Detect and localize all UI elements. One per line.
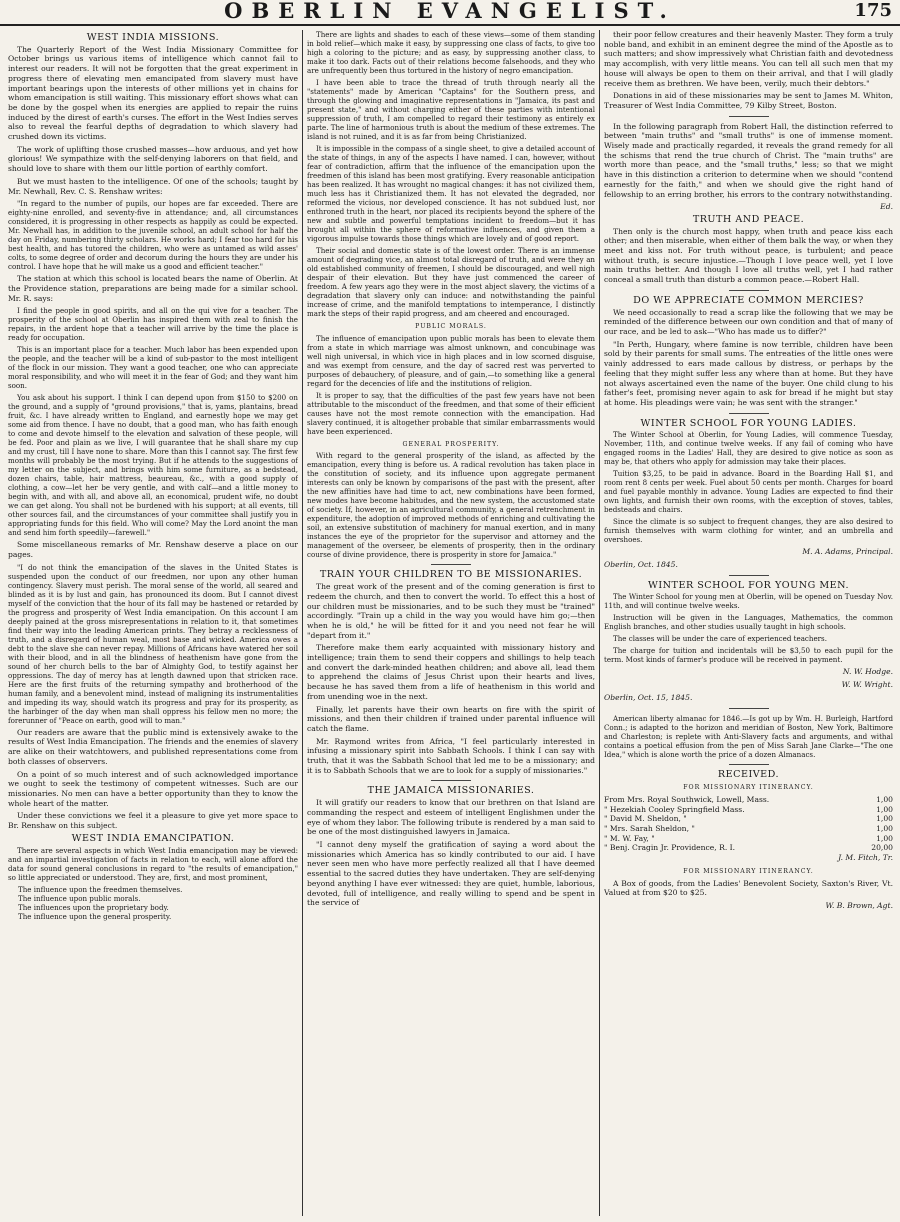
subheading-missionary-itinerancy: FOR MISSIONARY ITINERANCY. xyxy=(683,784,814,792)
column-1 xyxy=(8,30,298,1218)
paragraph: In the following paragraph from Robert Hall, the distinction referred to between "main truths" and "small truths" is one of immense moment. Wisely made and practically regarded, it reveals the grand remedy for all the schisms that rend the true church of Christ. The "main truths" are worth more than peace, and the "small truths," less; so that we might have in this distinction a criterion to determine when we should "contend earnestly for the faith," and when we should give the right hand of fellowship to an erring brother, his errors to the contrary notwithstanding. xyxy=(604,121,893,199)
heading-train-your-children: TRAIN YOUR CHILDREN TO BE MISSIONARIES. xyxy=(319,569,583,581)
heading-received: RECEIVED. xyxy=(717,768,780,780)
heading-common-mercies: DO WE APPRECIATE COMMON MERCIES? xyxy=(633,294,864,306)
paragraph: We need occasionally to read a scrap like the following that we may be reminded of the difference between our own condition and that of many of our race, and be led to ask—"Who has made us to differ?" xyxy=(604,307,893,336)
subheading-general-prosperity: GENERAL PROSPERITY. xyxy=(402,440,500,448)
separator-rule xyxy=(431,564,471,565)
column-3 xyxy=(604,30,893,1218)
quoted-paragraph: I find the people in good spirits, and all on the qui vive for a teacher. The prosperity of the school at Oberlin has inspired them with zeal to finish the repairs, in the ardent hope that a teacher will arrive by the time the place is ready for occupation. xyxy=(8,306,298,343)
heading-truth-and-peace: TRUTH AND PEACE. xyxy=(692,213,805,225)
paragraph: The great work of the present and of the coming generation is first to redeem the church, and then to convert the world. To effect this a host of our children must be missionaries, and to be such they must be "trained" accordingly. "Train up a child in the way you would have him go;—then when he is old," he will be fitted for it and you need not fear he will "depart from it." xyxy=(307,582,595,640)
quoted-paragraph: "I do not think the emancipation of the slaves in the United States is suspended upon the conduct of our freedmen, nor upon any other human contingency. Slavery must perish. The moral sense of the world, all seared and blinded as it is by lust and gain, has pronounced its doom. But I cannot divest myself of the conviction that the hour of its fall may be hastened or retarded by the progress and prosperity of West India emancipation. On this account I am deeply pained at the gross misrepresentations in relation to it, that sometimes find their way into the leading American prints. They betray a recklessness of truth, and a disregard of human weal, most base and wicked. America owes a debt to the slave she can never repay. Millions of Africans have watered her soil with their blood, and in all the blindness of heathenism have gone from the sound of her church bells to the bar of Almighty God, to testify against her oppressions. The day of mercy has at length dawned upon that stricken race. Here are the first fruits of the returning sympathy and brotherhood of the human family, and a benevolent mind, instead of maligning its instrumentalities and impeding its way, should watch its progress and pray for its prosperity, as the harbinger of the day when man shall oppress his fellow men no more; the forerunner of "Peace on earth, good will to man." xyxy=(8,562,298,725)
separator-rule xyxy=(729,116,769,117)
paragraph: Therefore make them early acquainted with missionary history and intelligence; train them to send their coppers and shillings to help teach and convert the dark-minded heathen children; and above all, lead them to apprehend the claims of Jesus Christ upon their hearts and lives, because he has saved them from a life of heathenism in this world and from unending woe in the next. xyxy=(307,643,595,701)
list-item: The influence upon the general prosperity. xyxy=(18,911,172,921)
paragraph: The charge for tuition and incidentals will be $3,50 to each pupil for the term. Most kinds of farmer's produce will be received in payment. xyxy=(604,646,893,665)
aspects-list xyxy=(8,885,298,921)
received-list xyxy=(604,795,893,853)
newspaper-title: OBERLIN EVANGELIST. xyxy=(224,0,676,23)
received-row: " Benj. Cragin Jr. Providence, R. I. 20,00 xyxy=(604,843,893,853)
separator-rule xyxy=(729,764,769,765)
separator-rule xyxy=(729,413,769,414)
paragraph: American liberty almanac for 1846.—Is got up by Wm. H. Burleigh, Hartford Conn.; is adapted to the horizon and meridian of Boston, New York, Baltimore and Charleston; is replete with Anti-Slavery facts and arguments, and withal contains a poetical effusion from the pen of Miss Sarah Jane Clarke—"The one Idea," which is alone worth the price of a dozen Almanacs. xyxy=(604,713,893,759)
signature: J. M. Fitch, Tr. xyxy=(838,853,893,863)
paragraph: There are several aspects in which West India emancipation may be viewed: and an impartial investigation of facts in relation to each, will alone afford the data for sound general conclusions in regard to "the results of emancipation," so little appreciated or understood. They are, first, and most prominent, xyxy=(8,845,298,882)
quoted-paragraph: "In Perth, Hungary, where famine is now terrible, children have been sold by their parents for small sums. The entreaties of the little ones were vainly addressed to ears made callous by distress, or perhaps by the feeling that they might suffer less any where than at home. But they have not always ascertained even the name of the buyer. One child clung to his father's feet, promising never again to ask for bread if he might but stay at home. His pleadings were vain; he was sent with the stranger." xyxy=(604,339,893,407)
list-item: The influence upon public morals. xyxy=(18,893,141,903)
separator-rule xyxy=(729,708,769,709)
column-divider xyxy=(302,30,303,1216)
received-row: " David M. Sheldon, " 1,00 xyxy=(604,814,893,824)
paragraph: their poor fellow creatures and their heavenly Master. They form a truly noble band, and exhibit in an eminent degree the mind of the Apostle as to such matters; and show impressively what Christian faith and devotedness may accomplish, with very little means. You can tell all such men that my house will always be open to them on their arrival, and that I will gladly receive them as brethren. We have been, verily, much their debtors." xyxy=(604,30,893,88)
paragraph: Mr. Raymond writes from Africa, "I feel particularly interested in infusing a missionary spirit into Sabbath Schools. I think I can say with truth, that it was the Sabbath School that led me to be a missionary; and it is to Sabbath Schools that we are to look for a supply of missionaries." xyxy=(307,736,595,775)
paragraph: The work of uplifting those crushed masses—how arduous, and yet how glorious! We sympathize with the self-denying laborers on that field, and should love to share with them our little portion of earthly comfort. xyxy=(8,144,298,174)
paragraph: With regard to the general prosperity of the island, as affected by the emancipation, every thing is before us. A radical revolution has taken place in the constitution of society, and its influence upon aggregate permanent interests can only be known by comparisons of the past with the present, after the new affinities have had time to act, new combinations have been formed, new modes have become habitudes, and the new system, the accustomed state of society. If, however, in an agricultural community, a general retrenchment in expenditure, the adoption of improved methods of enriching and cultivating the soil, an extensive substitution of machinery for manual exertion, and in many instances the eye of the proprietor for the supervisor and attorney and the management of the overseer, be elements of prosperity, then in the ordinary course of divine providence, there is prosperity in store for Jamaica." xyxy=(307,451,595,560)
dateline: Oberlin, Oct. 1845. xyxy=(604,560,678,570)
separator-rule xyxy=(729,575,769,576)
paragraph: Some miscellaneous remarks of Mr. Renshaw deserve a place on our pages. xyxy=(8,540,298,560)
paragraph: The station at which this school is located bears the name of Oberlin. At the Providence station, preparations are being made for a similar school. Mr. R. says: xyxy=(8,274,298,303)
signature: Ed. xyxy=(880,202,893,212)
paragraph: The influence of emancipation upon public morals has been to elevate them from a state in which marriage was almost unknown, and concubinage was well nigh universal, in which vice in high places and in low scorned disguise, and was exempt from censure, and the day of sacred rest was perverted to purposes of debauchery, of pleasure, and of gain,—to something like a general regard for the decencies of life and the institutions of religion. xyxy=(307,333,595,388)
paragraph: The Winter School at Oberlin, for Young Ladies, will commence Tuesday, November, 11th, and continue twelve weeks. If any fail of coming who have engaged rooms in the Ladies' Hall, they are desired to give notice as soon as may be, that others who apply for admission may take their places. xyxy=(604,430,893,467)
paragraph: I have been able to trace the thread of truth through nearly all the "statements" made by American "Captains" for the Southern press, and through the glowing and imaginative representations in "Jamaica, its past and present state," and without charging either of these parties with intentional suppression of truth, I am compelled to regard their testimony as entirely ex parte. The line of harmonious truth is about the medium of these extremes. The island is not ruined, and it is as far from being Christianized. xyxy=(307,78,595,141)
separator-rule xyxy=(729,290,769,291)
list-item: The influences upon the proprietary body. xyxy=(18,902,169,912)
paragraph: There are lights and shades to each of these views—some of them standing in bold relief—which make it easy, by suppressing one class of facts, to give too high a coloring to the picture; and as easy, by suppressing another class, to make it too dark. Facts out of their relations become falsehoods, and they who are unfrequently been thus tortured in the history of negro emancipation. xyxy=(307,30,595,75)
paragraph: Donations in aid of these missionaries may be sent to James M. Whiton, Treasurer of West India Committee, 79 Kilby Street, Boston. xyxy=(604,91,893,110)
quoted-paragraph: You ask about his support. I think I can depend upon from $150 to $200 on the ground, and a supply of "ground provisions," that is, yams, plantains, bread fruit, &c. I have already written to England, and earnestly hope we may get some aid from thence. I have no doubt, that a good man, who has faith enough to come and devote himself to the elevation and salvation of these people, will be fed. Poor and plain as we live, I will guarantee that he shall share my cup and my crust, till I have none to share. More than this I cannot say. The first few months will probably be the most trying. But if he attends to the suggestions of my letter on the subject, and brings with him some furniture, as a bedstead, dozen chairs, table, hair mattress, beaureau, &c., with a good supply of clothing, a cow—let her be very gentle, and with calf—and a little money to begin with, and with all, and above all, an economical, prudent wife, no doubt we can get along. You shall not be burdened with his support; at all events, till other sources fail, and the circumstances of your committee shall justify you in appropriating funds for this field. Who will come? May the Lord anoint the man and send him forth speedily—farewell." xyxy=(8,393,298,538)
paragraph: It is proper to say, that the difficulties of the past few years have not been attributable to the misconduct of the freedmen, and that some of their efficient causes have not the most remote connection with the emancipation. Had slavery continued, it is altogether probable that similar embarrassments would have been experienced. xyxy=(307,390,595,436)
heading-west-india-missions: WEST INDIA MISSIONS. xyxy=(86,32,220,43)
signature: M. A. Adams, Principal. xyxy=(802,547,893,557)
paragraph: The Quarterly Report of the West India Missionary Committee for October brings us various items of intelligence which cannot fail to interest our readers. It will not be forgotten that the great experiment in progress there of elevating men emancipated from slavery must have important bearings upon the interests of other millions yet in chains for whom emancipation is still waiting. This missionary effort shows what can be done by the gospel when its energies are applied to repair the ruins induced by the direst of earth's curses. The effort in the West Indies serves also to reveal the fearful depths of degradation to which slavery had crushed down its victims. xyxy=(8,44,298,142)
signature: W. B. Brown, Agt. xyxy=(825,900,893,910)
quoted-paragraph: "In regard to the number of pupils, our hopes are far exceeded. There are eighty-nine enrolled, and seventy-five in attendance; and, all circumstances considered, it is progressing in other respects as happily as could be expected. Mr. Newhall has, in addition to the juvenile school, an adult school for half the day on Friday, numbering thirty scholars. He works hard; I fear too hard for his best health, and has tutored the children, who were as untamed as wild asses' colts, to some degree of order and decorum during the hours they are under his control. I have hope that he will make us a good and efficient teacher." xyxy=(8,199,298,272)
paragraph: It will gratify our readers to know that our brethren on that Island are commanding the respect and esteem of intelligent Englishmen under the eye of whom they labor. The following tribute is rendered by a man said to be one of the most distinguished lawyers in Jamaica. xyxy=(307,798,595,837)
paragraph: On a point of so much interest and of such acknowledged importance we ought to seek the testimony of competent witnesses. Such are our missionaries. No men can have a better opportunity than they to know the whole heart of the matter. xyxy=(8,769,298,808)
paragraph: "I cannot deny myself the gratification of saying a word about the missionaries which America has so kindly contributed to our aid. I have never seen men who have more perfectly realized all that I have deemed essential to the sacred duties they have undertaken. They are self-denying beyond anything I have ever witnessed: they are quiet, humble, laborious, devoted, full of intelligence, and really willing to spend and be spent in the service of xyxy=(307,839,595,908)
quoted-paragraph: This is an important place for a teacher. Much labor has been expended upon the people, and the teacher will be a kind of sub-pastor to the most intelligent of the flock in our mission. They want a good teacher, one who can appreciate moral responsibility, and who will meet it in the fear of God; and they want him soon. xyxy=(8,345,298,391)
subheading-missionary-itinerancy: FOR MISSIONARY ITINERANCY. xyxy=(683,867,814,875)
paragraph: Our readers are aware that the public mind is extensively awake to the results of West India Emancipation. The friends and the enemies of slavery are alike on their watchtowers, and published representations come from both classes of observers. xyxy=(8,727,298,766)
column-divider xyxy=(599,30,600,1216)
paragraph: Instruction will be given in the Languages, Mathematics, the common English branches, and other studies usually taught in high schools. xyxy=(604,613,893,632)
separator-rule xyxy=(431,780,471,781)
masthead xyxy=(0,0,900,26)
paragraph: Then only is the church most happy, when truth and peace kiss each other; and then miserable, when either of them balk the way, or when they meet and kiss not. For truth without peace, is turbulent; and peace without truth, is secure injustice.—Though I love peace well, yet I love main truths better. And though I love all truths well, yet I had rather conceal a small truth than disturb a common peace.—Robert Hall. xyxy=(604,226,893,285)
paragraph: But we must hasten to the intelligence. Of one of the schools; taught by Mr. Newhall, Rev. C. S. Renshaw writes: xyxy=(8,176,298,196)
paragraph: The classes will be under the care of experienced teachers. xyxy=(613,634,827,644)
received-row: From Mrs. Royal Southwick, Lowell, Mass. 1,00 xyxy=(604,794,893,804)
paragraph: Under these convictions we feel it a pleasure to give yet more space to Br. Renshaw on this subject. xyxy=(8,811,298,831)
received-row: " Hezekiah Cooley Springfield Mass. 1,00 xyxy=(604,804,893,814)
paragraph: The Winter School for young men at Oberlin, will be opened on Tuesday Nov. 11th, and will continue twelve weeks. xyxy=(604,592,893,611)
paragraph: Since the climate is so subject to frequent changes, they are also desired to furnish themselves with warm clothing for winter, and an umbrella and overshoes. xyxy=(604,517,893,545)
dateline: Oberlin, Oct. 15, 1845. xyxy=(604,692,693,702)
heading-west-india-emancipation: WEST INDIA EMANCIPATION. xyxy=(71,832,235,844)
list-item: The influence upon the freedmen themselves. xyxy=(18,884,183,894)
paragraph: Finally, let parents have their own hearts on fire with the spirit of missions, and then their children if trained under parental influence will catch the flame. xyxy=(307,704,595,733)
paragraph: Tuition $3,25, to be paid in advance. Board in the Boarding Hall $1, and room rent 8 cents per week. Fuel about 50 cents per month. Charges for board and fuel payable monthly in advance. Young Ladies are expected to find their own lights, and furnish their own rooms, with the exception of stoves, tables, bedsteads and chairs. xyxy=(604,469,893,515)
heading-winter-school-ladies: WINTER SCHOOL FOR YOUNG LADIES. xyxy=(640,417,857,429)
heading-jamaica-missionaries: THE JAMAICA MISSIONARIES. xyxy=(367,785,535,797)
page-number: 175 xyxy=(854,0,892,21)
paragraph: It is impossible in the compass of a single sheet, to give a detailed account of the state of things, in any of the aspects I have named. I can, however, without fear of contradiction, affirm that the influence of the emancipation upon the freedmen of this island has been most gratifying. Every reasonable anticipation has been realized. It has wrought no magical changes: it has not civilized them, much less has it Christianized them. It has not elevated the degraded, nor reformed the vicious, nor developed conscience. It has not subdued lust, nor enthroned truth in the heart, nor placed its recipients beyond the sphere of the new and subtle and powerful temptations incident to freedom—but it has brought all within the sphere of reformative influences, and given them a vigorous impulse towards those things which are lovely and of good report. xyxy=(307,144,595,243)
column-2 xyxy=(307,30,595,1218)
received-row: " M. W. Fay, " 1,00 xyxy=(604,833,893,843)
signature: W. W. Wright. xyxy=(841,680,893,690)
subheading-public-morals: PUBLIC MORALS. xyxy=(415,323,487,330)
received-row: " Mrs. Sarah Sheldon, " 1,00 xyxy=(604,824,893,834)
paragraph: A Box of goods, from the Ladies' Benevolent Society, Saxton's River, Vt. Valued at from $20 to $25. xyxy=(604,878,893,898)
paragraph: Their social and domestic state is of the lowest order. There is an immense amount of degrading vice, an almost total disregard of truth, and were they an old established community of freemen, I should be discouraged, and well nigh despair of their elevation. But they have just commenced the career of freedom. A few years ago they were in the most abject slavery, the victims of a degradation that slavery only can induce: and notwithstanding the painful increase of crime, and the manifold temptations to intemperance, I distinctly mark the steps of their rapid progress, and am cheered and encouraged. xyxy=(307,246,595,318)
heading-winter-school-men: WINTER SCHOOL FOR YOUNG MEN. xyxy=(648,579,849,591)
signature: N. W. Hodge. xyxy=(842,667,893,677)
